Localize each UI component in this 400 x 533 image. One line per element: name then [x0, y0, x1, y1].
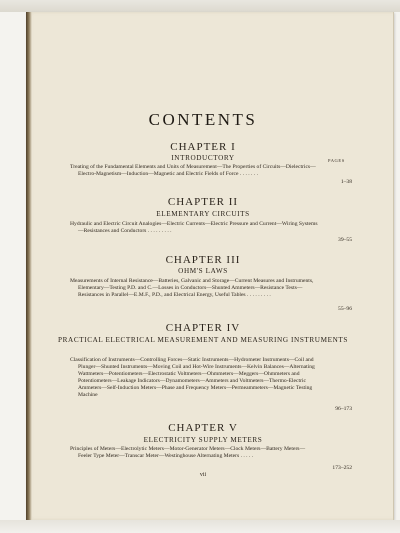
chapter-subtitle-4: PRACTICAL ELECTRICAL MEASUREMENT AND MEASURING INSTRUMENTS	[58, 336, 348, 344]
chapter-summary-5: Principles of Meters—Electrolytic Meters—Motor-Generator Meters—Clock Meters—Battery Meters—Feeler Type Meter—Transcar Meter—Westinghouse Alternating Meters . . . . .	[70, 446, 306, 460]
chapter-heading-2: CHAPTER II	[167, 196, 239, 208]
chapter-subtitle-2: ELEMENTARY CIRCUITS	[156, 210, 250, 218]
chapter-subtitle-5: ELECTRICITY SUPPLY METERS	[143, 436, 263, 444]
page-title: CONTENTS	[148, 110, 258, 129]
chapter-heading-3: CHAPTER III	[165, 254, 241, 266]
chapter-summary-3: Measurements of Internal Resistance—Batteries, Galvanic and Storage—Current Measures and Instruments, Elementary—Testing P.D. and C.—Losses in Conductors—Shunted Ammeters—Resistance Tests—Resistances in Parallel—E.M.F., P.D., and Electrical Energy, Useful Tables . . . . . . . . .	[70, 278, 314, 299]
chapter-summary-1: Treating of the Fundamental Elements and Units of Measurement—The Properties of Circuits—Dielectrics—Electro-Magnetism—Induction—Magnetic and Electric Fields of Force . . . . . . .	[70, 164, 316, 178]
chapter-pages-3: 55–96	[338, 306, 352, 312]
chapter-summary-4: Classification of Instruments—Controlling Forces—Static Instruments—Hydrometer Instruments—Coil and Plunger—Shunted Instruments—Moving Coil and Hot-Wire Instruments—Kelvin Balances—Alternating Wattmeters—Potentiometers—Electrostatic Voltmeters—Ohmmeters—Meggers—Ohmmeters and Potentiometers—Leakage Indicators—Dynamometers—Ammeters and Voltmeters—Thermo-Electric Ammeters—Self-Induction Meters—Phase and Frequency Meters—Permeammeters—Magnetic Testing Machine	[70, 357, 315, 399]
chapter-heading-5: CHAPTER V	[168, 422, 238, 434]
chapter-subtitle-3: OHM'S LAWS	[178, 267, 228, 275]
chapter-pages-5: 173–252	[332, 465, 352, 471]
chapter-pages-2: 39–55	[338, 237, 352, 243]
book-top-edge	[0, 0, 400, 12]
chapter-subtitle-1: INTRODUCTORY	[171, 154, 235, 162]
book-bottom-edge	[0, 520, 400, 533]
page-folio: vii	[199, 472, 207, 478]
pages-column-label: PAGES	[328, 158, 345, 163]
chapter-pages-4: 96–173	[335, 406, 352, 412]
chapter-heading-4: CHAPTER IV	[165, 322, 241, 334]
page-gutter	[26, 12, 32, 520]
chapter-summary-2: Hydraulic and Electric Circuit Analogies—Electric Currents—Electric Pressure and Current—Wiring Systems—Resistances and Conductors . . . . . . . . .	[70, 221, 318, 235]
chapter-heading-1: CHAPTER I	[170, 141, 236, 153]
chapter-pages-1: 1–38	[340, 179, 352, 185]
